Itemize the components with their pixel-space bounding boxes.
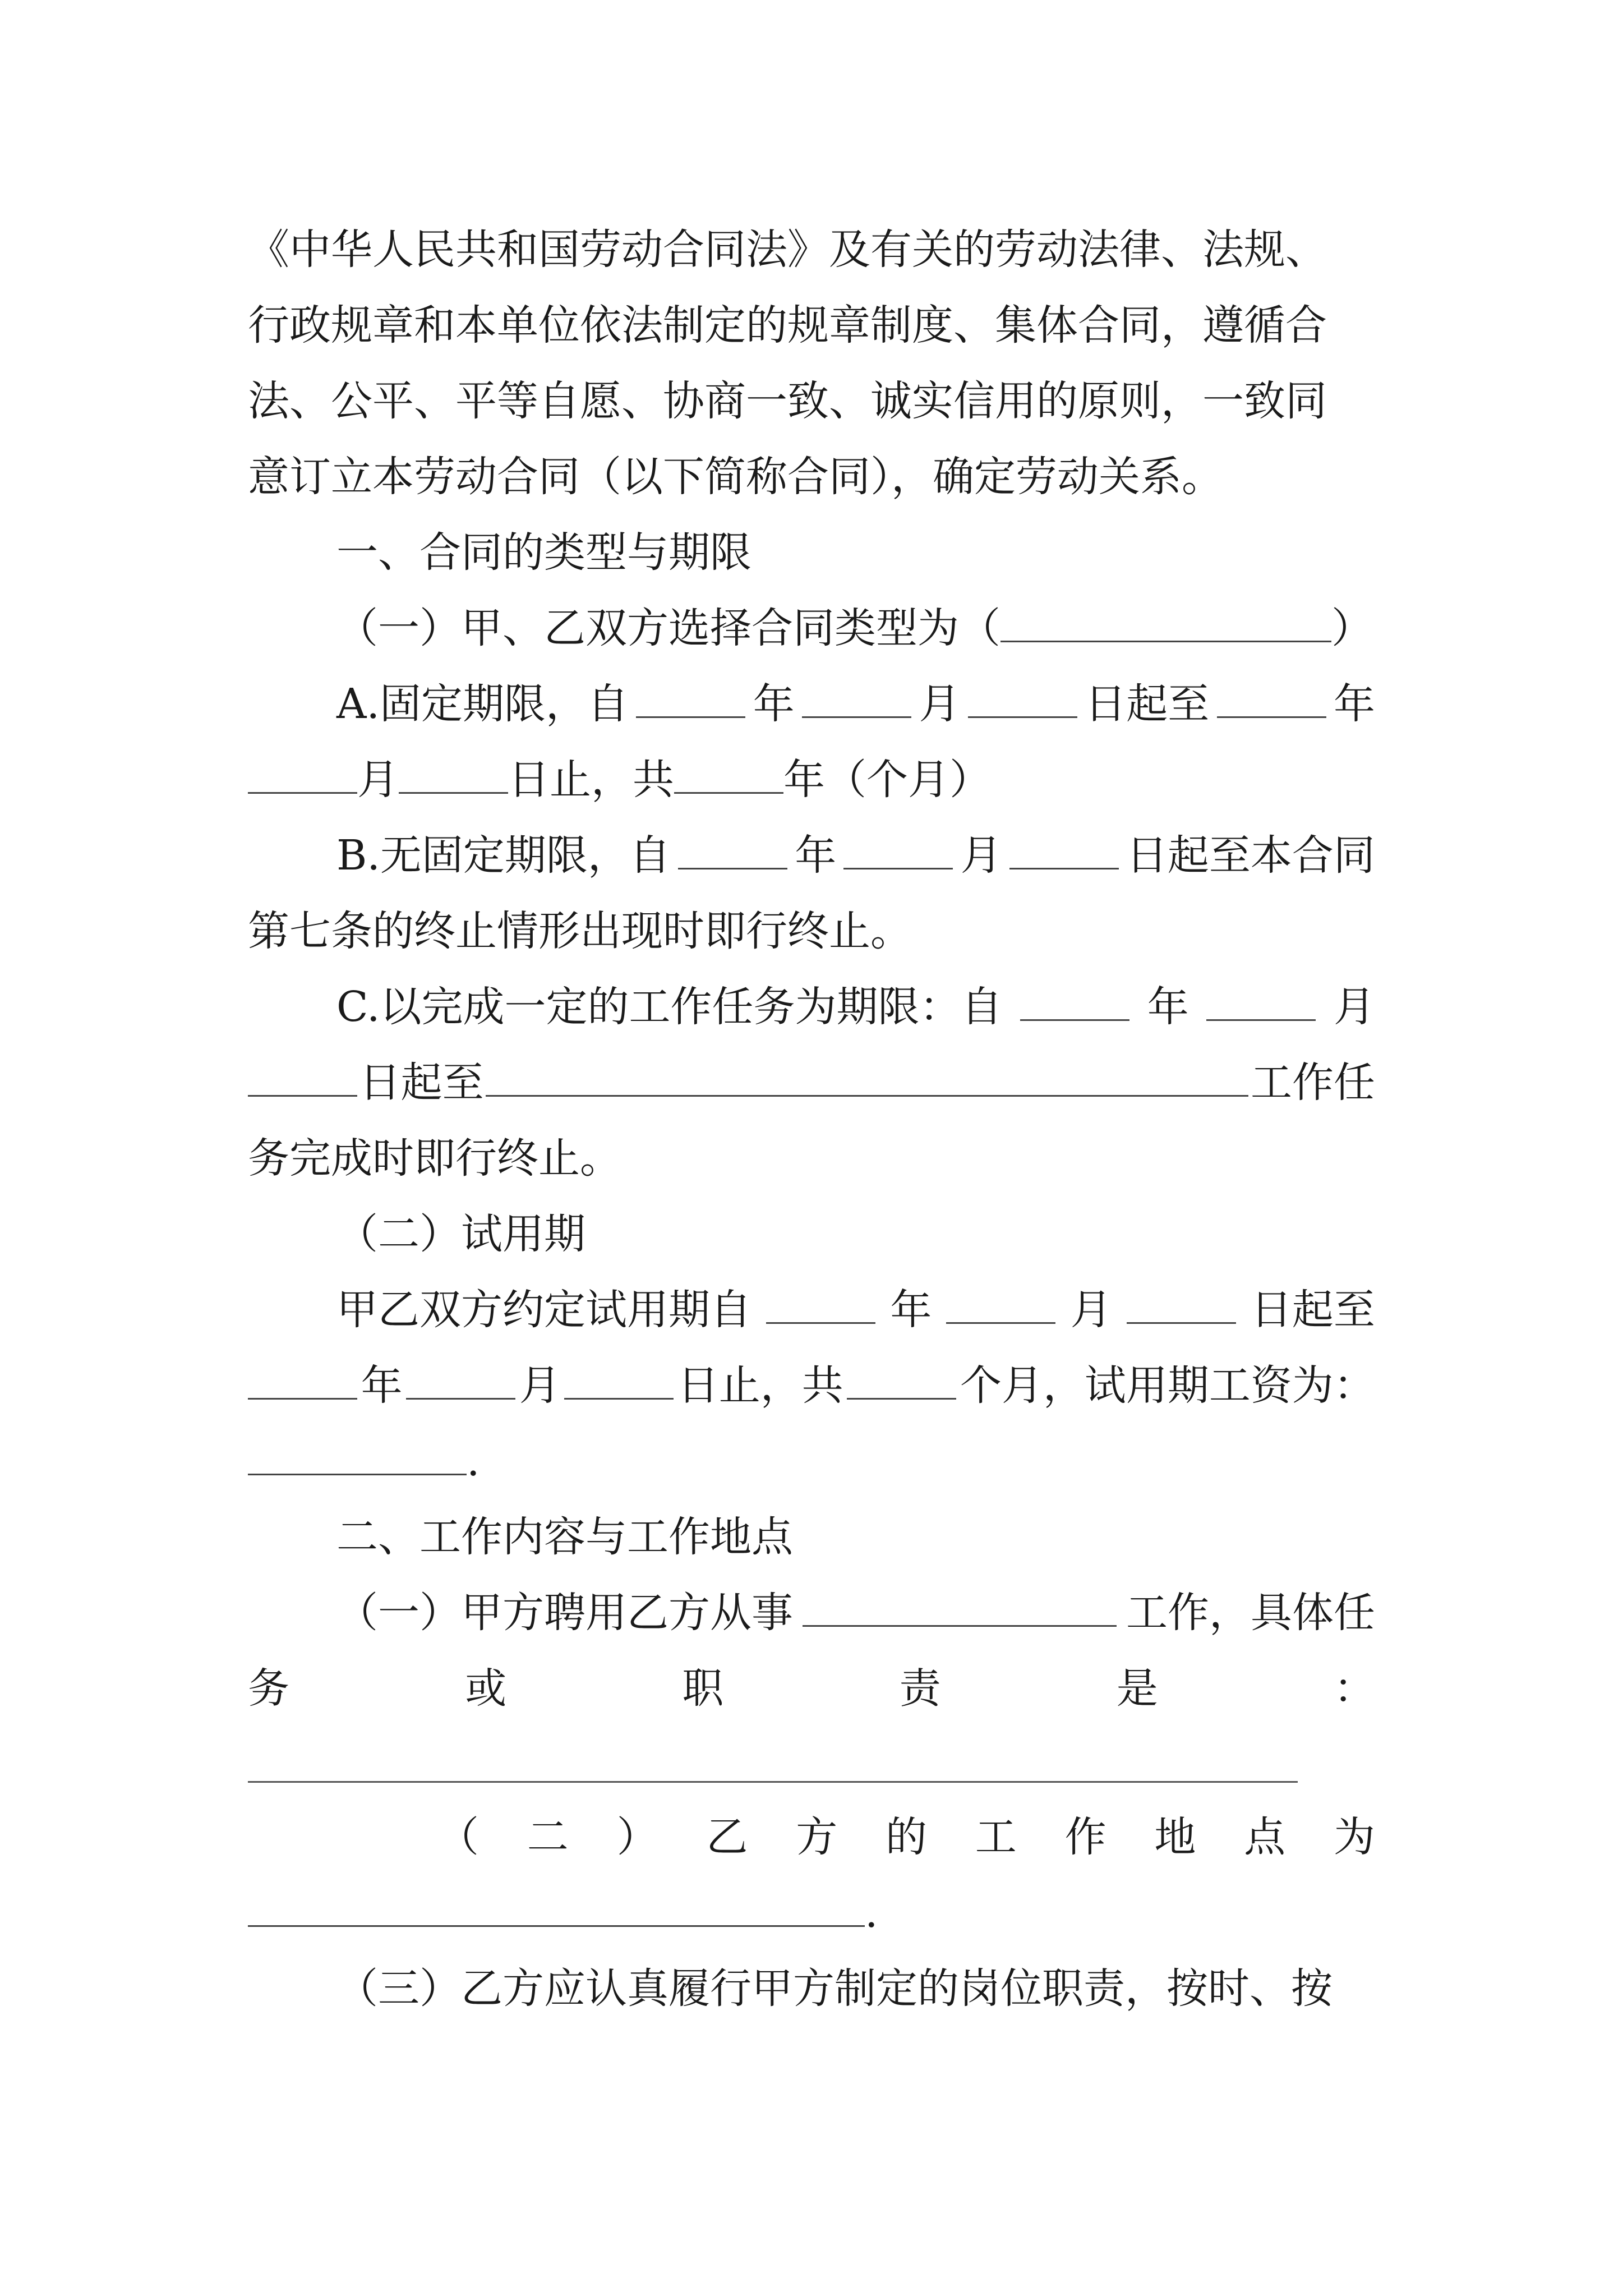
blank[interactable]: [674, 753, 783, 794]
workplace-blank-line: [248, 1876, 1375, 1949]
duties-line: [248, 1652, 1375, 1725]
year-label: 年: [1147, 983, 1189, 1031]
year-label: 年: [1333, 680, 1375, 728]
section-title: 一、合同的类型与期限: [336, 528, 751, 577]
section-title: 二、工作内容与工作地点: [336, 1513, 793, 1561]
blank[interactable]: [968, 677, 1077, 718]
blank[interactable]: [847, 1359, 956, 1400]
char: 二: [527, 1813, 569, 1861]
option-a-line: [336, 668, 1375, 740]
char: 职: [682, 1664, 724, 1713]
day-from-label: 日起至: [1250, 1286, 1375, 1334]
paragraph-line: （三）乙方应认真履行甲方制定的岗位职责，按时、按: [336, 1964, 1332, 2013]
paragraph-line: 务完成时即行终止。: [248, 1134, 621, 1182]
char: ：: [1333, 1664, 1375, 1713]
option-b-tail: 日起至本合同: [1126, 831, 1375, 880]
blank[interactable]: [399, 753, 508, 794]
option-c-tail: 工作任: [1250, 1059, 1375, 1107]
blank[interactable]: [1127, 1283, 1236, 1324]
char: 为: [1333, 1813, 1375, 1861]
job-label: （一）甲方聘用乙方从事: [336, 1589, 793, 1637]
section-subtitle: （二）试用期: [336, 1210, 585, 1258]
contract-type-line: [336, 592, 1464, 665]
blank[interactable]: [248, 753, 357, 794]
day-to-label: 日止，共: [677, 1361, 843, 1410]
option-c-label: C.以完成一定的工作任务为期限：自: [336, 983, 1003, 1031]
day-from-label: 日起至: [1085, 680, 1210, 728]
trial-line-2: [248, 1349, 1375, 1422]
period: .: [865, 1889, 878, 1937]
month-label: 月: [960, 831, 1002, 880]
char: 点: [1244, 1813, 1286, 1861]
blank[interactable]: [843, 829, 953, 869]
month-label: 月: [1070, 1286, 1112, 1334]
workplace-blank[interactable]: [248, 1886, 865, 1927]
job-line: [336, 1576, 1375, 1649]
job-tail: 工作，具体任: [1126, 1589, 1375, 1637]
blank[interactable]: [766, 1283, 875, 1324]
job-blank[interactable]: [803, 1586, 1117, 1627]
blank[interactable]: [678, 829, 787, 869]
year-label: 年: [361, 1361, 403, 1410]
month-label: 月: [1333, 983, 1375, 1031]
char: 乙: [706, 1813, 748, 1861]
option-b-line: [336, 819, 1375, 892]
contract-type-blank[interactable]: [1000, 601, 1331, 642]
trial-line: [336, 1273, 1375, 1346]
trial-label: 甲乙双方约定试用期自: [336, 1286, 751, 1334]
wage-blank[interactable]: [248, 1434, 467, 1475]
month-label: 月: [519, 1361, 561, 1410]
option-c-line-2: [248, 1046, 1375, 1119]
paragraph-line: 《中华人民共和国劳动合同法》及有关的劳动法律、法规、: [248, 226, 1327, 274]
contract-type-label: （一）甲、乙双方选择合同类型为（: [336, 604, 1000, 652]
paragraph-line: 意订立本劳动合同（以下简称合同），确定劳动关系。: [248, 453, 1223, 501]
period: .: [467, 1437, 480, 1485]
workplace-line: [437, 1801, 1375, 1874]
paragraph-line: 法、公平、平等自愿、协商一致、诚实信用的原则，一致同: [248, 377, 1327, 425]
paragraph-line: 第七条的终止情形出现时即行终止。: [248, 907, 912, 955]
blank[interactable]: [1217, 677, 1326, 718]
char: 或: [465, 1664, 507, 1713]
char: ）: [616, 1813, 658, 1861]
char: 的: [885, 1813, 927, 1861]
blank[interactable]: [248, 1056, 357, 1097]
day-to-label: 日止，共: [508, 756, 674, 804]
option-a-line-2: [248, 743, 1375, 816]
blank[interactable]: [1020, 980, 1129, 1021]
duties-blank[interactable]: [248, 1781, 1298, 1783]
option-c-line: [336, 970, 1375, 1043]
month-label: 月: [357, 756, 399, 804]
char: 工: [975, 1813, 1017, 1861]
char: 方: [796, 1813, 838, 1861]
char: 责: [899, 1664, 941, 1713]
char: 地: [1154, 1813, 1196, 1861]
char: 是: [1116, 1664, 1158, 1713]
blank[interactable]: [564, 1359, 674, 1400]
closing-paren: ）: [1331, 604, 1373, 652]
trial-wage-label: 个月，试用期工资为：: [960, 1361, 1375, 1410]
blank[interactable]: [1009, 829, 1119, 869]
month-label: 月: [919, 680, 961, 728]
trial-wage-line: [248, 1425, 1375, 1498]
blank[interactable]: [248, 1359, 357, 1400]
char: 务: [248, 1664, 289, 1713]
blank[interactable]: [406, 1359, 515, 1400]
blank[interactable]: [946, 1283, 1055, 1324]
char: 作: [1064, 1813, 1106, 1861]
paragraph-line: 行政规章和本单位依法制定的规章制度、集体合同，遵循合: [248, 301, 1327, 349]
year-label: 年: [890, 1286, 932, 1334]
blank[interactable]: [1206, 980, 1316, 1021]
year-label: 年: [753, 680, 795, 728]
option-b-label: B.无固定期限，自: [336, 831, 671, 880]
day-from-label: 日起至: [359, 1059, 484, 1107]
char: （: [437, 1813, 479, 1861]
task-blank[interactable]: [486, 1056, 1248, 1097]
year-label: 年: [795, 831, 837, 880]
blank[interactable]: [636, 677, 745, 718]
option-a-label: A.固定期限，自: [336, 680, 629, 728]
months-paren-label: 年（个月）: [783, 756, 991, 804]
blank[interactable]: [802, 677, 911, 718]
